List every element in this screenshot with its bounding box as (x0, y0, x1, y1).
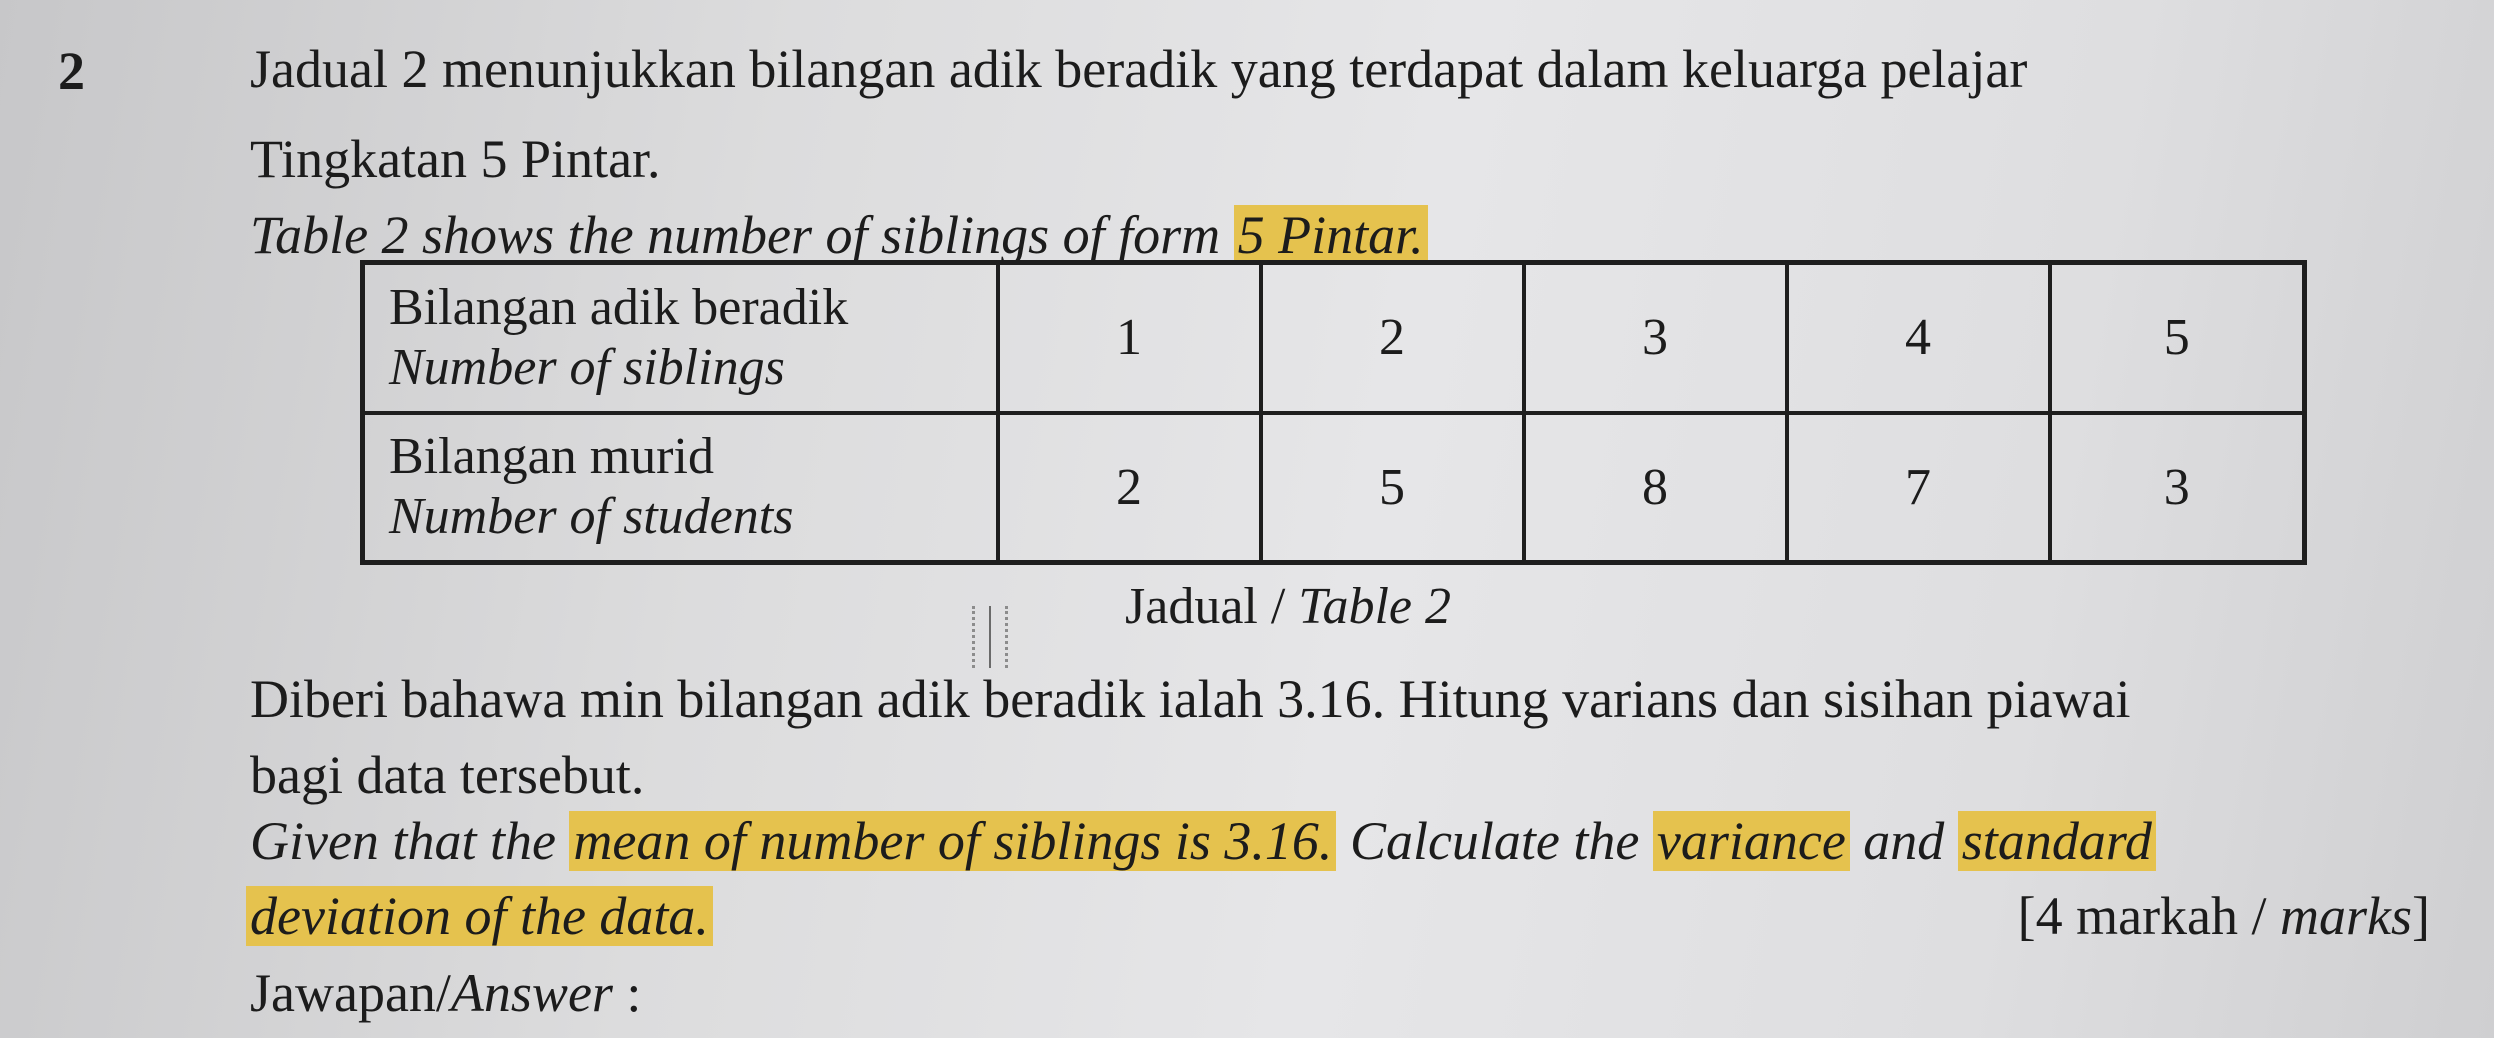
row-header-students-malay: Bilangan murid (389, 428, 714, 486)
row-header-students (363, 413, 998, 563)
table-row-siblings (363, 263, 2305, 413)
table-row-students (363, 413, 2305, 563)
table-cell: 3 (2050, 413, 2305, 563)
row-header-siblings (363, 263, 998, 413)
table-cell: 1 (998, 263, 1261, 413)
table-cell: 2 (1261, 263, 1524, 413)
task-english-and: and (1849, 811, 1958, 871)
caption-english: Table 2 (1298, 578, 1451, 635)
table-cell: 4 (1787, 263, 2050, 413)
marks-malay: [4 markah / (2017, 886, 2281, 946)
task-malay-line-2: bagi data tersebut. (250, 745, 645, 805)
task-english-highlight-deviation: deviation of the data. (246, 886, 713, 946)
text-cursor-icon (972, 606, 1008, 668)
row-header-students-english: Number of students (389, 488, 794, 546)
answer-label (250, 962, 641, 1024)
intro-english-line (250, 204, 1428, 266)
row-header-siblings-malay: Bilangan adik beradik (389, 278, 849, 336)
task-english-highlight-mean: mean of number of siblings is 3.16. (569, 811, 1336, 871)
table-cell: 5 (1261, 413, 1524, 563)
marks-label (2018, 885, 2430, 947)
table-cell: 5 (2050, 263, 2305, 413)
marks-english: marks (2280, 886, 2413, 946)
table-cell: 2 (998, 413, 1261, 563)
task-english-line-2 (246, 885, 713, 947)
answer-malay: Jawapan/ (250, 963, 451, 1023)
task-english-line-1 (250, 810, 2156, 872)
table-caption (1125, 577, 1451, 636)
caption-malay: Jadual / (1125, 578, 1299, 635)
table-cell: 8 (1524, 413, 1787, 563)
task-malay-line-1: Diberi bahawa min bilangan adik beradik ialah 3.16. Hitung varians dan sisihan piawai (250, 669, 2131, 729)
task-english-highlight-standard: standard (1958, 811, 2156, 871)
task-english-prefix: Given that the (250, 811, 570, 871)
siblings-table (360, 260, 2307, 565)
intro-malay-line-1: Jadual 2 menunjukkan bilangan adik beradik yang terdapat dalam keluarga pelajar (250, 39, 2028, 99)
answer-colon: : (612, 963, 642, 1023)
table-cell: 7 (1787, 413, 2050, 563)
task-english-middle: Calculate the (1336, 811, 1653, 871)
row-header-siblings-english: Number of siblings (389, 338, 785, 396)
intro-malay-line-2: Tingkatan 5 Pintar. (250, 129, 661, 189)
task-english-highlight-variance: variance (1653, 811, 1850, 871)
intro-english-highlight: 5 Pintar. (1234, 205, 1428, 265)
question-number: 2 (58, 41, 85, 101)
marks-close: ] (2412, 886, 2430, 946)
intro-english-text: Table 2 shows the number of siblings of form (250, 205, 1234, 265)
answer-english: Answer (450, 963, 613, 1023)
table-cell: 3 (1524, 263, 1787, 413)
